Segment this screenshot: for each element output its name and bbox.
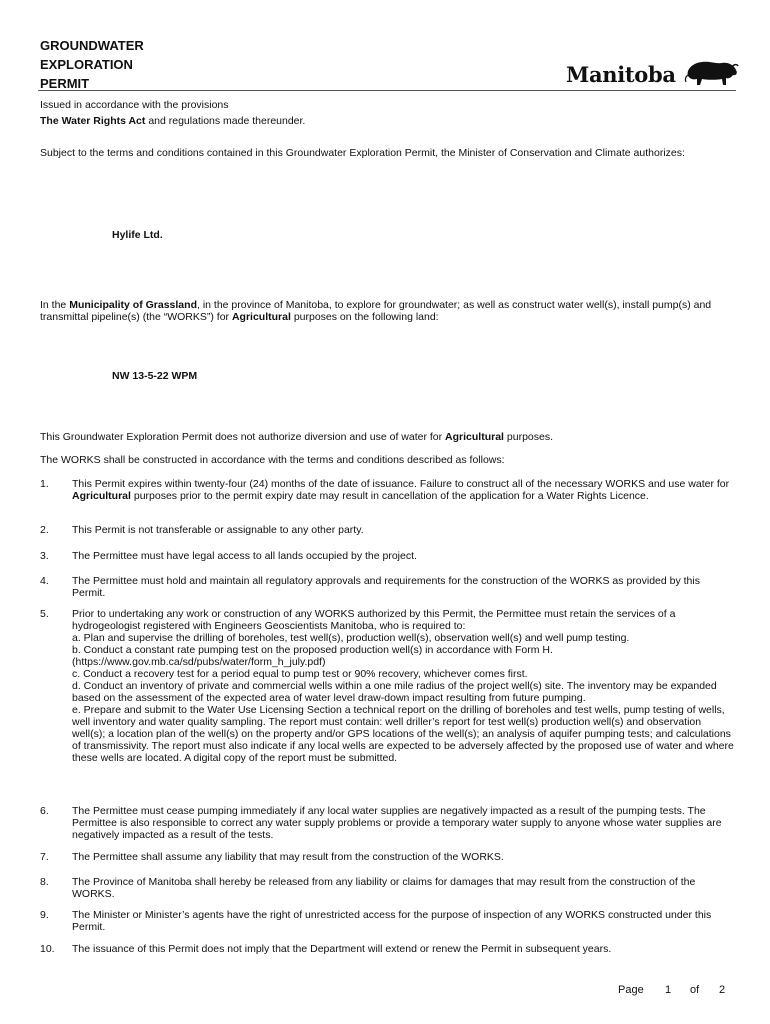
condition-number: 5. (40, 608, 49, 620)
condition-text: The Permittee must cease pumping immediately if any local water supplies are negatively impacted as a result of the pumping tests. The Permittee is also responsible to correct any water supply problems or provide a temporary water supply to anyone whose water supplies are negatively impacted as a result of the tests. (72, 805, 722, 841)
land-description: NW 13-5-22 WPM (112, 370, 198, 382)
condition-number: 9. (40, 909, 49, 921)
condition-text: The Province of Manitoba shall hereby be released from any liability or claims for damages that may result from the construction of the WORKS. (72, 876, 696, 900)
condition-text: The Permittee must have legal access to all lands occupied by the project. (72, 550, 417, 562)
condition-text: The Permittee shall assume any liability that may result from the construction of the WORKS. (72, 851, 504, 863)
condition-text: The Permittee must hold and maintain all regulatory approvals and requirements for the construction of the WORKS as provided by this Permit. (72, 575, 700, 599)
condition-purpose: Agricultural (72, 490, 131, 502)
condition-number: 10. (40, 943, 55, 955)
authorization-text: Subject to the terms and conditions contained in this Groundwater Exploration Permit, the Minister of Conservation and Climate authorizes: (40, 147, 685, 159)
condition-number: 4. (40, 575, 49, 587)
logo-wordmark: Manitoba (566, 62, 676, 87)
of-label: of (690, 984, 700, 996)
condition-number: 3. (40, 550, 49, 562)
purpose-name: Agricultural (231, 311, 291, 324)
condition-text-post: purposes prior to the permit expiry date may result in cancellation of the application for a Water Rights Licence. (130, 490, 649, 502)
conditions-intro: The WORKS shall be constructed in accordance with the terms and conditions described as follows: (40, 454, 505, 466)
bison-icon (684, 58, 740, 88)
act-rest: and regulations made thereunder. (145, 115, 306, 128)
diversion-purpose: Agricultural (445, 431, 504, 443)
act-name: The Water Rights Act (40, 115, 146, 128)
condition-number: 7. (40, 851, 49, 863)
municipality-name: Municipality of Grassland (69, 299, 197, 311)
condition-text-pre: This Permit expires within twenty-four (24) months of the date of issuance. Failure to construct all of the necessary WORKS and use water for (72, 478, 730, 490)
act-line (40, 115, 732, 127)
condition-number: 6. (40, 805, 49, 817)
condition-number: 1. (40, 478, 49, 490)
title-line: PERMIT (40, 76, 90, 91)
diversion-pre: This Groundwater Exploration Permit does not authorize diversion and use of water for (40, 431, 446, 443)
page-number: 1 (665, 984, 672, 996)
condition-number: 8. (40, 876, 49, 888)
issued-note (40, 99, 732, 127)
permittee-name: Hylife Ltd. (112, 229, 163, 241)
page-label: Page (618, 984, 644, 996)
sub-item: a. Plan and supervise the drilling of boreholes, test well(s), production well(s), observation well(s) and well pump testing. (72, 632, 630, 644)
location-pre: In the (40, 299, 70, 311)
manitoba-logo (566, 58, 741, 94)
page-total: 2 (719, 984, 726, 996)
title-line: EXPLORATION (40, 57, 133, 72)
condition-text: This Permit is not transferable or assignable to any other party. (72, 524, 364, 536)
condition-text-main: Prior to undertaking any work or construction of any WORKS authorized by this Permit, the Permittee must retain the services of a hydrogeologist registered with Engineers Geoscientists Manitoba, who is required to: (72, 608, 676, 632)
title-line: GROUNDWATER (40, 38, 144, 53)
sub-item: b. Conduct a constant rate pumping test on the proposed production well(s) in accordance with Form H. (https://www.gov.mb.ca/sd/pubs/water/form_h_july.pdf) (72, 644, 553, 668)
sub-item: c. Conduct a recovery test for a period equal to pump test or 90% recovery, whichever comes first. (72, 668, 528, 680)
location-mid: , in the province of Manitoba, to explore for groundwater; as well as construct water well(s), install pump(s) and transmittal pipeline(s) (the “WORKS”) for (40, 299, 712, 324)
condition-text: The issuance of this Permit does not imply that the Department will extend or renew the Permit in subsequent years. (72, 943, 612, 955)
location-text (40, 299, 732, 323)
sub-item: d. Conduct an inventory of private and commercial wells within a one mile radius of the project well(s) site. The inventory may be expanded based on the assessment of the expected area of water level draw-down impact resulting from future pumping. (72, 680, 717, 704)
condition-text: The Minister or Minister’s agents have the right of unrestricted access for the purpose of inspection of any WORKS constructed under this Permit. (72, 909, 712, 933)
condition-number: 2. (40, 524, 49, 536)
issued-line: Issued in accordance with the provisions (40, 99, 229, 111)
sub-item: e. Prepare and submit to the Water Use Licensing Section a technical report on the drilling of boreholes and test wells, pump testing of wells, well inventory and water quality sampling. The report must contain: well driller’s report for test well(s) production well(s) and observation well(s); a location plan of the well(s) on the property and/or GPS locations of the well(s); an analysis of aquifer pumping tests; and calculations of transmissivity. The report must also indicate if any local wells are expected to be adversely affected by the proposed use of water and where these wells are located. A digital copy of the report must be submitted. (72, 704, 734, 764)
document-title (40, 36, 144, 93)
location-post: purposes on the following land: (290, 311, 439, 324)
condition-text (72, 608, 736, 764)
condition-text (72, 478, 736, 502)
header-divider (38, 90, 736, 91)
diversion-post: purposes. (503, 431, 554, 443)
diversion-text (40, 431, 732, 443)
